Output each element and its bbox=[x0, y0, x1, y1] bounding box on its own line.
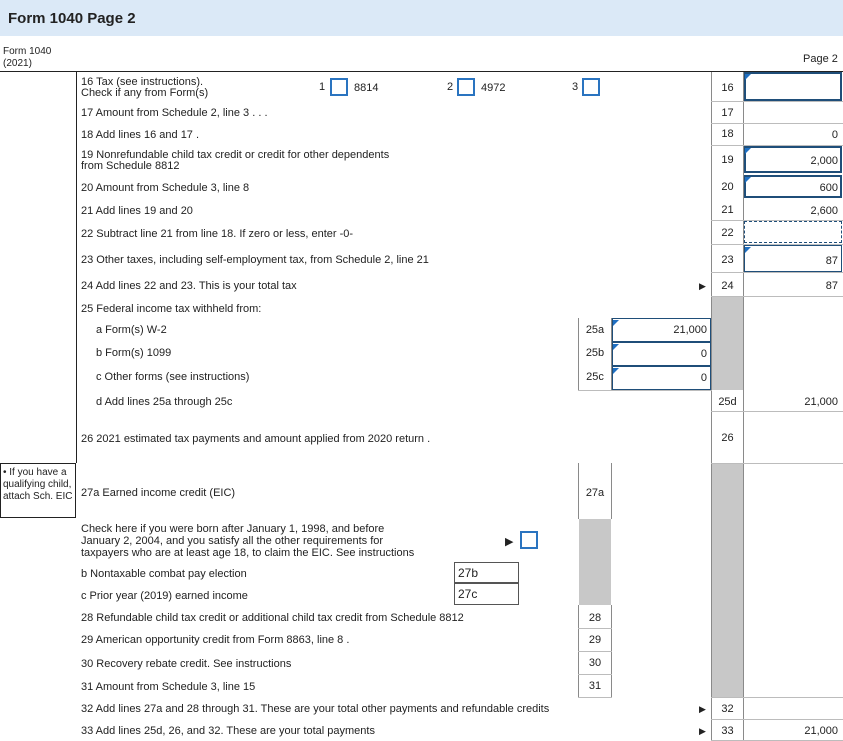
line16-opt3-num: 3 bbox=[572, 81, 579, 93]
line25d-num: 25d bbox=[718, 396, 737, 408]
line26-label: 26 2021 estimated tax payments and amount applied from 2020 return . bbox=[81, 433, 431, 445]
line30-label: 30 Recovery rebate credit. See instructions bbox=[81, 658, 292, 670]
line28-label: 28 Refundable child tax credit or additional child tax credit from Schedule 8812 bbox=[81, 612, 464, 624]
line33-value: 21,000 bbox=[804, 725, 838, 737]
line33-num: 33 bbox=[721, 725, 734, 737]
shaded-cell bbox=[579, 519, 611, 562]
top-rule bbox=[0, 71, 843, 72]
row-rule bbox=[578, 390, 712, 391]
row-rule bbox=[711, 101, 843, 102]
line25a-value: 21,000 bbox=[673, 324, 707, 336]
row-rule bbox=[711, 719, 843, 720]
row-rule bbox=[578, 697, 612, 698]
line20-value: 600 bbox=[819, 182, 838, 194]
shaded-cell bbox=[712, 297, 743, 390]
field-marker-icon bbox=[613, 320, 619, 326]
page-title: Form 1040 Page 2 bbox=[8, 10, 136, 27]
line18-label: 18 Add lines 16 and 17 . bbox=[81, 129, 200, 141]
line24-label: 24 Add lines 22 and 23. This is your total tax bbox=[81, 280, 297, 292]
line29-label: 29 American opportunity credit from Form 8863, line 8 . bbox=[81, 634, 350, 646]
line23-label: 23 Other taxes, including self-employment tax, from Schedule 2, line 21 bbox=[81, 254, 429, 266]
arrow-right-icon: ▶ bbox=[505, 536, 514, 548]
line26-num: 26 bbox=[721, 432, 734, 444]
line25d-value: 21,000 bbox=[804, 396, 838, 408]
line30-num: 30 bbox=[588, 657, 602, 669]
line27c-label: c Prior year (2019) earned income bbox=[81, 590, 248, 602]
form-year: (2021) bbox=[3, 58, 32, 69]
line21-num: 21 bbox=[721, 204, 734, 216]
shaded-cell bbox=[712, 583, 743, 605]
line24-num: 24 bbox=[721, 280, 734, 292]
line25a-label: a Form(s) W-2 bbox=[96, 324, 167, 336]
line32-label: 32 Add lines 27a and 28 through 31. These are your total other payments and refundable credits bbox=[81, 703, 550, 715]
line22-num: 22 bbox=[721, 227, 734, 239]
line25c-label: c Other forms (see instructions) bbox=[96, 371, 250, 383]
line22-input[interactable] bbox=[744, 221, 842, 243]
form-8814-checkbox[interactable] bbox=[330, 78, 348, 96]
line31-label: 31 Amount from Schedule 3, line 15 bbox=[81, 681, 256, 693]
form-other-checkbox[interactable] bbox=[582, 78, 600, 96]
left-rule bbox=[76, 72, 77, 463]
line18-num: 18 bbox=[721, 128, 734, 140]
line20-num: 20 bbox=[721, 181, 734, 193]
line27-check-text-1: Check here if you were born after January 1, 1998, and before bbox=[81, 523, 385, 535]
line25d-label: d Add lines 25a through 25c bbox=[96, 396, 233, 408]
shaded-cell bbox=[579, 562, 611, 583]
field-marker-icon bbox=[745, 177, 751, 183]
shaded-cell bbox=[712, 562, 743, 583]
line27b-num: 27b bbox=[458, 566, 479, 580]
line25-label: 25 Federal income tax withheld from: bbox=[81, 303, 262, 315]
row-rule bbox=[578, 628, 612, 629]
line33-label: 33 Add lines 25d, 26, and 32. These are your total payments bbox=[81, 725, 375, 737]
line16-opt2-label: 4972 bbox=[481, 82, 506, 94]
line19-sub: from Schedule 8812 bbox=[81, 160, 180, 172]
arrow-right-icon: ▶ bbox=[699, 281, 706, 291]
line19-value: 2,000 bbox=[810, 155, 838, 167]
line23-value: 87 bbox=[825, 255, 838, 267]
line21-value: 2,600 bbox=[810, 205, 838, 217]
line19-label: 19 Nonrefundable child tax credit or credit for other dependents bbox=[81, 149, 390, 161]
line16-num: 16 bbox=[721, 82, 734, 94]
line29-num: 29 bbox=[588, 634, 602, 646]
line27c-num: 27c bbox=[458, 587, 478, 601]
line19-num: 19 bbox=[721, 154, 734, 166]
eic-sidebar-note: • If you have a qualifying child, attach Sch. EIC bbox=[0, 463, 76, 518]
line24-value: 87 bbox=[825, 280, 838, 292]
line22-label: 22 Subtract line 21 from line 18. If zero or less, enter -0- bbox=[81, 228, 354, 240]
arrow-right-icon: ▶ bbox=[699, 726, 706, 736]
line25b-value: 0 bbox=[700, 348, 707, 360]
line20-label: 20 Amount from Schedule 3, line 8 bbox=[81, 182, 250, 194]
row-rule bbox=[578, 674, 612, 675]
line21-label: 21 Add lines 19 and 20 bbox=[81, 205, 193, 217]
line25a-num: 25a bbox=[585, 324, 605, 336]
line25c-num: 25c bbox=[586, 371, 604, 383]
line27-check-text-2: January 2, 2004, and you satisfy all the other requirements for bbox=[81, 535, 384, 547]
row-rule bbox=[578, 651, 612, 652]
line16-opt1-num: 1 bbox=[319, 81, 326, 93]
line25b-num: 25b bbox=[585, 347, 605, 359]
field-marker-icon bbox=[613, 344, 619, 350]
form-4972-checkbox[interactable] bbox=[457, 78, 475, 96]
line27b-label: b Nontaxable combat pay election bbox=[81, 568, 247, 580]
shaded-cell bbox=[712, 519, 743, 562]
shaded-cell bbox=[579, 583, 611, 605]
shaded-cell bbox=[712, 605, 743, 697]
field-marker-icon bbox=[745, 247, 751, 253]
line18-value: 0 bbox=[831, 129, 838, 141]
line17-num: 17 bbox=[721, 107, 734, 119]
field-marker-icon bbox=[745, 148, 751, 154]
line16-opt2-num: 2 bbox=[447, 81, 454, 93]
page-number: Page 2 bbox=[803, 53, 838, 65]
line28-num: 28 bbox=[588, 612, 602, 624]
field-marker-icon bbox=[613, 368, 619, 374]
line31-num: 31 bbox=[588, 680, 602, 692]
line25c-value: 0 bbox=[700, 372, 707, 384]
line27a-num: 27a bbox=[585, 487, 605, 499]
line23-num: 23 bbox=[721, 254, 734, 266]
row-rule bbox=[711, 697, 843, 698]
line16-input[interactable] bbox=[744, 72, 842, 101]
row-rule bbox=[711, 272, 843, 273]
shaded-cell bbox=[712, 464, 743, 519]
row-rule bbox=[711, 123, 843, 124]
arrow-right-icon: ▶ bbox=[699, 704, 706, 714]
line16-label: 16 Tax (see instructions). bbox=[81, 76, 204, 88]
line27-check-text-3: taxpayers who are at least age 18, to claim the EIC. See instructions bbox=[81, 547, 415, 559]
col-rule bbox=[611, 463, 612, 519]
line25b-label: b Form(s) 1099 bbox=[96, 347, 172, 359]
line32-num: 32 bbox=[721, 703, 734, 715]
eic-age-checkbox[interactable] bbox=[520, 531, 538, 549]
row-rule bbox=[711, 411, 843, 412]
line17-label: 17 Amount from Schedule 2, line 3 . . . bbox=[81, 107, 268, 119]
line16-sub: Check if any from Form(s) bbox=[81, 87, 209, 99]
field-marker-icon bbox=[745, 74, 751, 80]
form-name: Form 1040 bbox=[3, 46, 52, 57]
line27a-label: 27a Earned income credit (EIC) bbox=[81, 487, 236, 499]
line16-opt1-label: 8814 bbox=[354, 82, 379, 94]
